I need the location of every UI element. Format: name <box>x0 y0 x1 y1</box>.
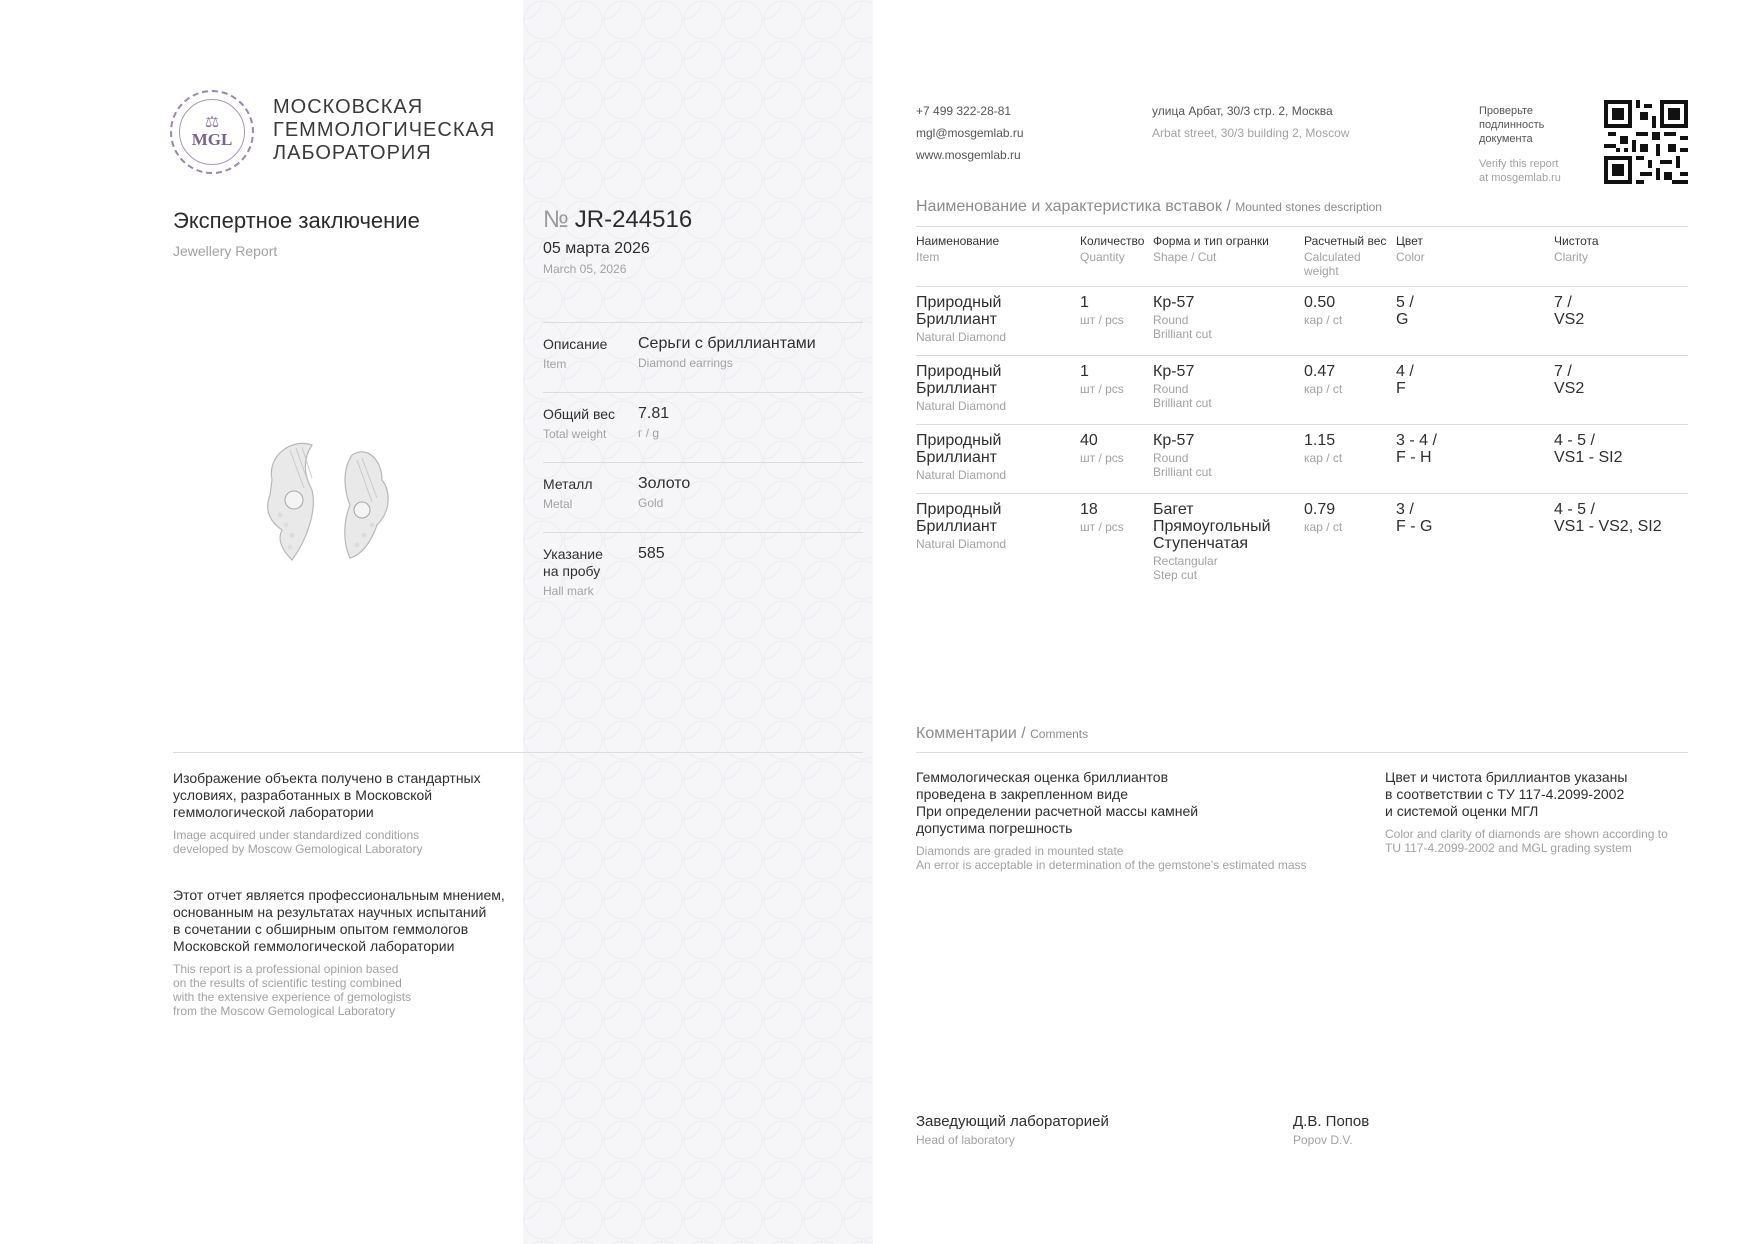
property-label: Описание Item <box>543 336 608 371</box>
stone-item: Природный Бриллиант Natural Diamond <box>916 363 1007 413</box>
row-divider <box>916 355 1688 356</box>
stone-item: Природный Бриллиант Natural Diamond <box>916 432 1007 482</box>
stone-cut: Багет Прямоугольный Ступенчатая Rectangular Step cut <box>1153 501 1271 582</box>
image-note-en: Image acquired under standardized conditions developed by Moscow Gemological Laboratory <box>173 828 423 856</box>
phone: +7 499 322-28-81 <box>916 104 1012 118</box>
stone-cut: Кр-57 Round Brilliant cut <box>1153 432 1212 479</box>
stone-quantity: 40 шт / pcs <box>1080 432 1124 465</box>
comment-right: Цвет и чистота бриллиантов указаны в соответствии с ТУ 117-4.2099-2002 и системой оценки МГЛ <box>1385 769 1628 819</box>
stone-clarity: 4 - 5 / VS1 - SI2 <box>1554 432 1623 466</box>
stone-quantity: 1 шт / pcs <box>1080 363 1124 396</box>
stone-color: 3 / F - G <box>1396 501 1433 535</box>
property-value: Золото Gold <box>638 475 691 510</box>
divider <box>173 752 863 753</box>
property-value: 7.81 г / g <box>638 405 670 440</box>
column-header: Количество Quantity <box>1080 234 1145 264</box>
row-divider <box>916 424 1688 425</box>
row-divider <box>916 286 1688 287</box>
stone-clarity: 7 / VS2 <box>1554 363 1585 397</box>
comment-right-en: Color and clarity of diamonds are shown according to TU 117-4.2099-2002 and MGL grading system <box>1385 827 1668 855</box>
column-header: Форма и тип огранки Shape / Cut <box>1153 234 1269 264</box>
earrings-image <box>232 430 422 570</box>
report-number: № JR-244516 <box>543 206 693 233</box>
comment-left-en: Diamonds are graded in mounted state An error is acceptable in determination of the gemstone's estimated mass <box>916 844 1307 872</box>
stone-cut: Кр-57 Round Brilliant cut <box>1153 363 1212 410</box>
disclaimer-note: Этот отчет является профессиональным мнением, основанным на результатах научных испытаний в сочетании с обширным опытом геммологов Московской геммологической лаборатории <box>173 887 505 954</box>
column-header: Чистота Clarity <box>1554 234 1599 264</box>
column-header: Наименование Item <box>916 234 1000 264</box>
stone-clarity: 4 - 5 / VS1 - VS2, SI2 <box>1554 501 1662 535</box>
report-date: 05 марта 2026 <box>543 240 650 257</box>
verify-label: Проверьте подлинность документа <box>1479 105 1545 145</box>
report-subtitle: Jewellery Report <box>173 243 278 259</box>
divider <box>543 462 863 463</box>
mgl-logo <box>170 90 254 174</box>
scales-icon: ⚖ <box>204 114 220 131</box>
stone-weight: 0.50 кар / ct <box>1304 294 1343 327</box>
signature-name: Д.В. Попов <box>1293 1113 1370 1130</box>
divider <box>543 392 863 393</box>
qr-code[interactable] <box>1604 100 1688 184</box>
logo-text: MGL <box>191 130 233 149</box>
stone-weight: 1.15 кар / ct <box>1304 432 1343 465</box>
divider <box>543 322 863 323</box>
report-title: Экспертное заключение <box>173 208 420 233</box>
lab-name: МОСКОВСКАЯ ГЕММОЛОГИЧЕСКАЯ ЛАБОРАТОРИЯ <box>273 96 496 164</box>
stone-cut: Кр-57 Round Brilliant cut <box>1153 294 1212 341</box>
stone-item: Природный Бриллиант Natural Diamond <box>916 501 1007 551</box>
stone-weight: 0.79 кар / ct <box>1304 501 1343 534</box>
stone-color: 4 / F <box>1396 363 1414 397</box>
signature-role-en: Head of laboratory <box>916 1133 1015 1147</box>
stone-color: 5 / G <box>1396 294 1414 328</box>
stone-clarity: 7 / VS2 <box>1554 294 1585 328</box>
stone-color: 3 - 4 / F - H <box>1396 432 1437 466</box>
stone-quantity: 18 шт / pcs <box>1080 501 1124 534</box>
stone-item: Природный Бриллиант Natural Diamond <box>916 294 1007 344</box>
email-link[interactable]: mgl@mosgemlab.ru <box>916 126 1024 140</box>
property-label: Общий вес Total weight <box>543 406 616 441</box>
stones-section-title: Наименование и характеристика вставок / Mounted stones description <box>916 198 1382 215</box>
address-en: Arbat street, 30/3 building 2, Moscow <box>1152 126 1350 140</box>
stone-weight: 0.47 кар / ct <box>1304 363 1343 396</box>
property-value: Серьги с бриллиантами Diamond earrings <box>638 335 816 370</box>
disclaimer-note-en: This report is a professional opinion based on the results of scientific testing combined with the extensive experience of gemologists from the Moscow Gemological Laboratory <box>173 962 412 1018</box>
address: улица Арбат, 30/3 стр. 2, Москва <box>1152 104 1333 118</box>
comment-left: Геммологическая оценка бриллиантов проведена в закрепленном виде При определении расчетной массы камней допустима погрешность <box>916 769 1199 836</box>
divider <box>916 752 1688 753</box>
divider <box>543 532 863 533</box>
row-divider <box>916 493 1688 494</box>
website-link[interactable]: www.mosgemlab.ru <box>916 148 1021 162</box>
stone-quantity: 1 шт / pcs <box>1080 294 1124 327</box>
verify-label-en: Verify this report at mosgemlab.ru <box>1479 158 1561 184</box>
column-header: Расчетный вес Calculated weight <box>1304 234 1387 278</box>
property-label: Металл Metal <box>543 476 593 511</box>
image-note: Изображение объекта получено в стандартных условиях, разработанных в Московской геммологической лаборатории <box>173 770 481 820</box>
signature-role: Заведующий лабораторией <box>916 1113 1109 1130</box>
divider <box>916 226 1688 227</box>
signature-name-en: Popov D.V. <box>1293 1133 1353 1147</box>
comments-section-title: Комментарии / Comments <box>916 725 1089 742</box>
column-header: Цвет Color <box>1396 234 1425 264</box>
property-label: Указание на пробу Hall mark <box>543 546 603 598</box>
decorative-band <box>523 0 873 1244</box>
report-date-en: March 05, 2026 <box>543 262 627 276</box>
property-value: 585 <box>638 545 665 562</box>
